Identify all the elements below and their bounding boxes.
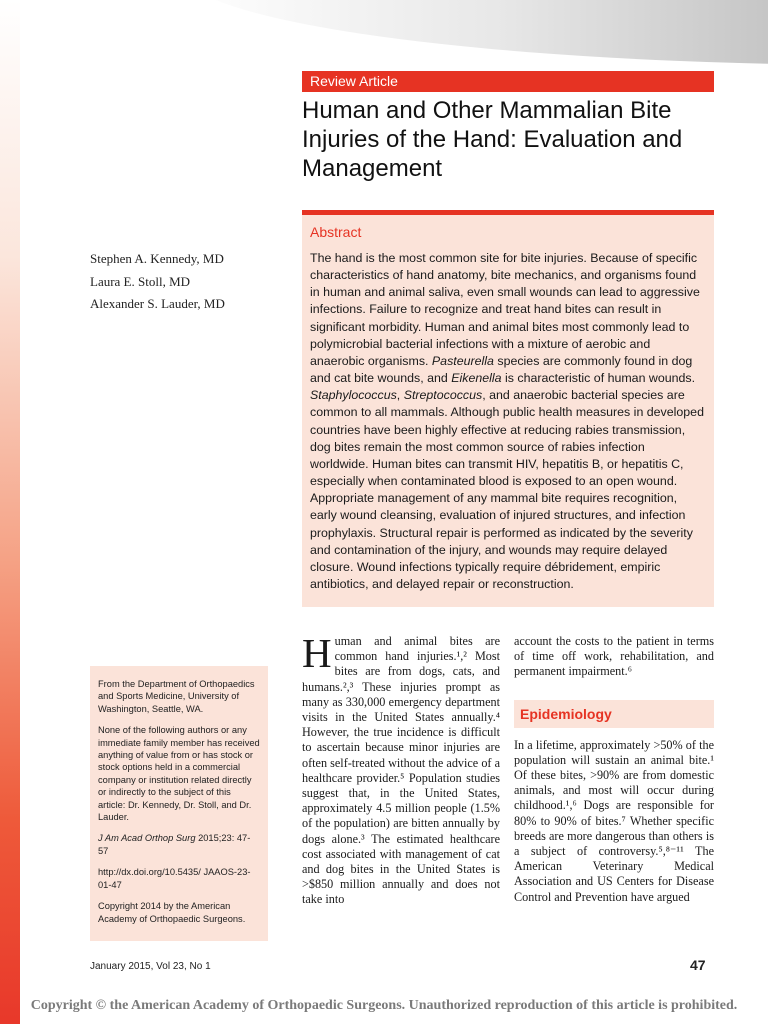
abstract-text: The hand is the most common site for bite injuries. Because of specific characteristics of hand anatomy, bite mechanics, and organisms found in human and animal saliva, even small wounds can lead to aggressive infections. Failure to recognize and treat hand bites can result in significant morbidity. Human and animal bites most commonly lead to polymicrobial bacterial infections with a mixture of aerobic and anaerobic organisms. Pasteurella species are commonly found in dog and cat bite wounds, and Eikenella is characteristic of human wounds. Staphylococcus, Streptococcus, and anaerobic bacterial species are common to all mammals. Although public health measures in developed countries have been highly effective at reducing rabies transmission, dog bites remain the most common source of rabies infection worldwide. Human bites can transmit HIV, hepatitis B, or hepatitis C, especially when contaminated blood is exposed to an open wound. Appropriate management of any mammal bite requires recognition, early wound cleansing, evaluation of injured structures, and infection prophylaxis. Structural repair is performed as indicated by the severity and contamination of the injury, and wounds may require delayed closure. Wound infections typically require débridement, empiric antibiotics, and delayed repair or reconstruction.: [310, 251, 704, 591]
section-label: Review Article: [302, 71, 714, 92]
body-text: In a lifetime, approximately >50% of the population will sustain an animal bite.¹ Of these bites, >90% are from domestic animals, and most will occur during childhood.¹,⁶ Dogs are responsible for 80% to 90% of bites.⁷ Whether specific breeds are more dangerous than others is a subject of controversy.⁵,⁸⁻¹¹ The American Veterinary Medical Association and US Centers for Disease Control and Prevention have argued: [514, 737, 714, 904]
author-list: [90, 248, 225, 316]
journal-citation: J Am Acad Orthop Surg 2015;23: 47-57: [98, 833, 251, 856]
organism-name: Staphylococcus: [310, 388, 397, 403]
copyright-notice: Copyright © the American Academy of Orthopaedic Surgeons. Unauthorized reproduction of this article is prohibited.: [30, 998, 738, 1013]
article-info-sidebar: [90, 666, 268, 941]
body-column-2: [514, 634, 714, 905]
article-title: Human and Other Mammalian Bite Injuries of the Hand: Evaluation and Management: [302, 97, 683, 182]
author-name: Stephen A. Kennedy, MD: [90, 251, 224, 266]
abstract-box: [302, 215, 714, 607]
drop-cap: H: [302, 630, 332, 676]
organism-name: Eikenella: [451, 371, 502, 386]
page-number: 47: [690, 957, 706, 973]
body-text: uman and animal bites are common hand injuries.¹,² Most bites are from dogs, cats, and humans.²,³ These injuries prompt as many as 330,000 emergency department visits in the United States annually.⁴ However, the true incidence is difficult to ascertain because minor injuries are often self-treated without the advice of a healthcare provider.⁵ Population studies suggest that, in the United States, approximately 4.5 million people (1.5% of the population) are bitten annually by dogs alone.³ The estimated healthcare cost associated with management of cat and dog bites in the United States is >$850 million annually and does not take into: [302, 634, 500, 907]
decorative-header-curve: [180, 0, 768, 65]
abstract-heading: Abstract: [310, 224, 362, 240]
section-heading-epidemiology: Epidemiology: [514, 700, 714, 728]
author-name: Alexander S. Lauder, MD: [90, 296, 225, 311]
author-name: Laura E. Stoll, MD: [90, 273, 191, 289]
disclosure: None of the following authors or any immediate family member has received anything of value from or has stock or stock options held in a commercial company or institution related directly or indirectly to the subject of this article: Dr. Kennedy, Dr. Stoll, and Dr. Lauder.: [98, 725, 260, 823]
body-column-1: [302, 630, 500, 908]
organism-name: Pasteurella: [431, 353, 494, 368]
affiliation: From the Department of Orthopaedics and Sports Medicine, University of Washington, Seattle, WA.: [98, 679, 255, 714]
copyright-statement: Copyright 2014 by the American Academy of Orthopaedic Surgeons.: [98, 901, 246, 924]
decorative-side-strip: [0, 0, 20, 1024]
issue-info: January 2015, Vol 23, No 1: [90, 961, 211, 972]
organism-name: Streptococcus: [403, 388, 483, 403]
doi-link[interactable]: http://dx.doi.org/10.5435/ JAAOS-23-01-47: [98, 867, 251, 890]
body-text: account the costs to the patient in terms of time off work, rehabilitation, and permanent impairment.⁶: [514, 634, 714, 679]
